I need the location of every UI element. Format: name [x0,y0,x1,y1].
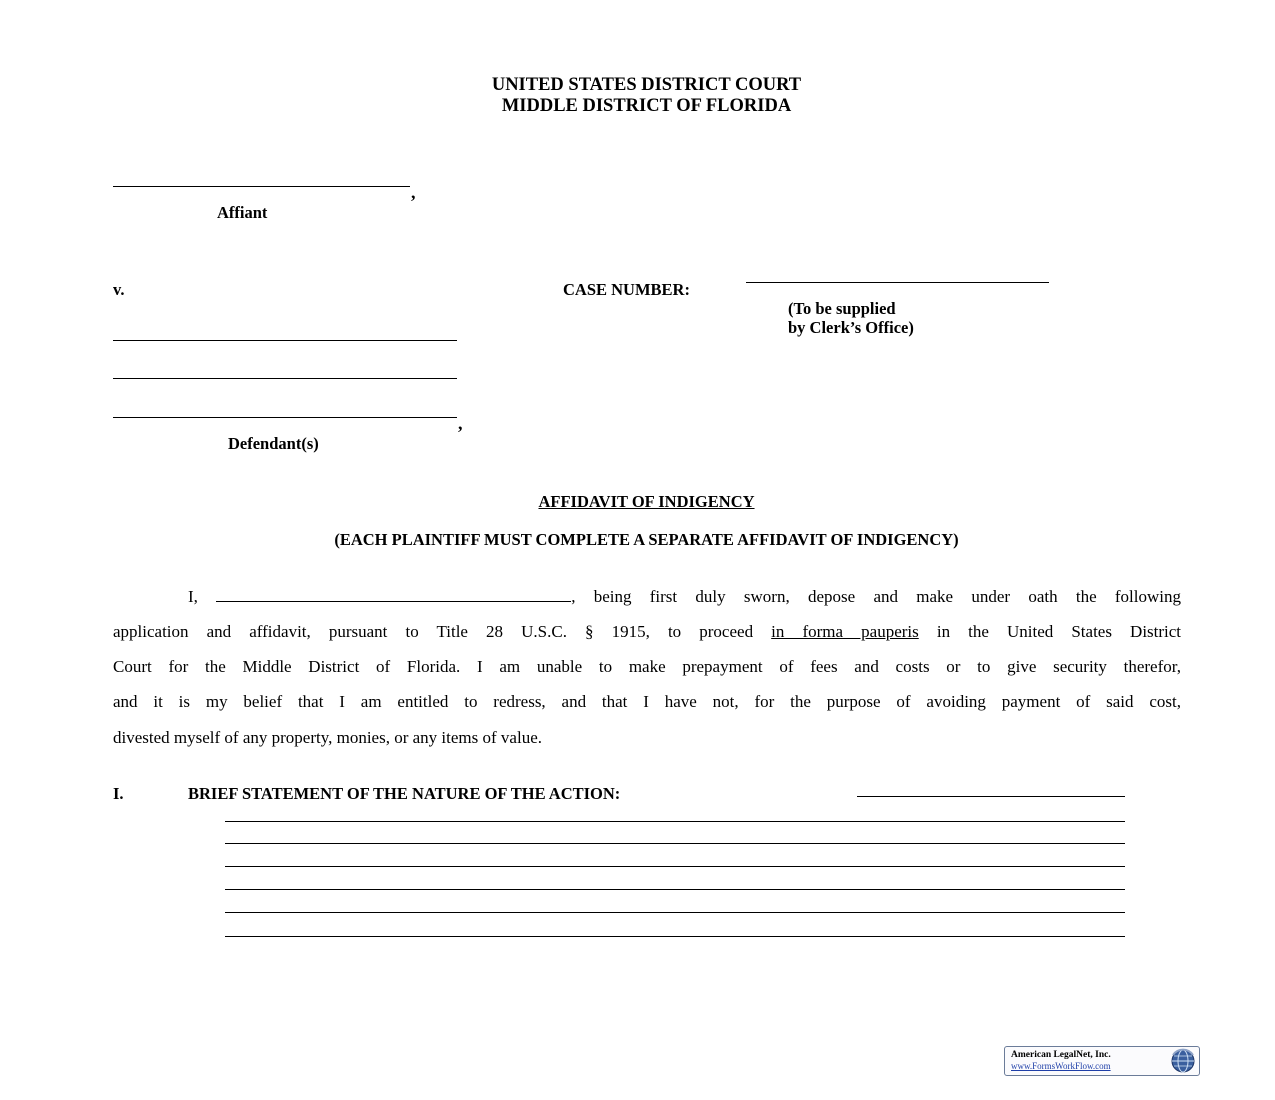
paragraph-line-3: Court for the Middle District of Florida. I am unable to make prepayment of fees and costs or to give security therefor, [113,657,1181,676]
globe-icon [1170,1048,1196,1074]
line2-before: application and affidavit, pursuant to Title 28 U.S.C. § 1915, to proceed [113,622,754,641]
paragraph-line-2 [113,622,1181,642]
document-title [0,492,1275,512]
line1-end: , being first duly sworn, depose and make under oath the following [571,587,1182,606]
paragraph-line-1 [188,587,1181,607]
line1-start: I, [188,587,198,606]
document-title-text: AFFIDAVIT OF INDIGENCY [538,492,755,511]
affiant-label: Affiant [217,203,268,222]
nature-of-action-blank-5[interactable] [225,912,1125,913]
court-name: UNITED STATES DISTRICT COURT [491,75,802,95]
court-district: MIDDLE DISTRICT OF FLORIDA [501,96,792,116]
defendant-comma: , [458,413,463,433]
clerk-note-line1: (To be supplied [788,299,896,318]
paragraph-line-4: and it is my belief that I am entitled to redress, and that I have not, for the purpose of avoiding payment of said cost, [113,692,1181,711]
nature-of-action-blank-0[interactable] [857,796,1125,797]
section-number: I. [113,784,124,803]
paragraph-line-5: divested myself of any property, monies, or any items of value. [113,728,542,747]
nature-of-action-blank-4[interactable] [225,889,1125,890]
nature-of-action-blank-6[interactable] [225,936,1125,937]
logo-company-name: American LegalNet, Inc. [1011,1050,1111,1060]
affiant-comma: , [411,182,416,202]
nature-of-action-blank-1[interactable] [225,821,1125,822]
case-number-label: CASE NUMBER: [563,280,690,299]
defendant-blank-1[interactable] [113,340,457,341]
case-number-blank[interactable] [746,282,1049,283]
versus-label: v. [113,280,125,299]
affiant-name-inline-blank[interactable] [216,587,571,602]
defendants-label: Defendant(s) [228,434,319,453]
nature-of-action-blank-2[interactable] [225,843,1125,844]
document-subtitle: (EACH PLAINTIFF MUST COMPLETE A SEPARATE AFFIDAVIT OF INDIGENCY) [334,530,959,549]
legalnet-logo[interactable] [1004,1046,1200,1076]
defendant-blank-3[interactable] [113,417,457,418]
clerk-note-line2: by Clerk’s Office) [788,318,914,337]
defendant-blank-2[interactable] [113,378,457,379]
affiant-name-blank[interactable] [113,186,410,187]
nature-of-action-blank-3[interactable] [225,866,1125,867]
section-heading: BRIEF STATEMENT OF THE NATURE OF THE ACTION: [188,784,621,803]
logo-url-link[interactable]: www.FormsWorkFlow.com [1011,1061,1111,1071]
line2-after: in the United States District [936,622,1182,641]
in-forma-pauperis: in forma pauperis [771,622,919,641]
